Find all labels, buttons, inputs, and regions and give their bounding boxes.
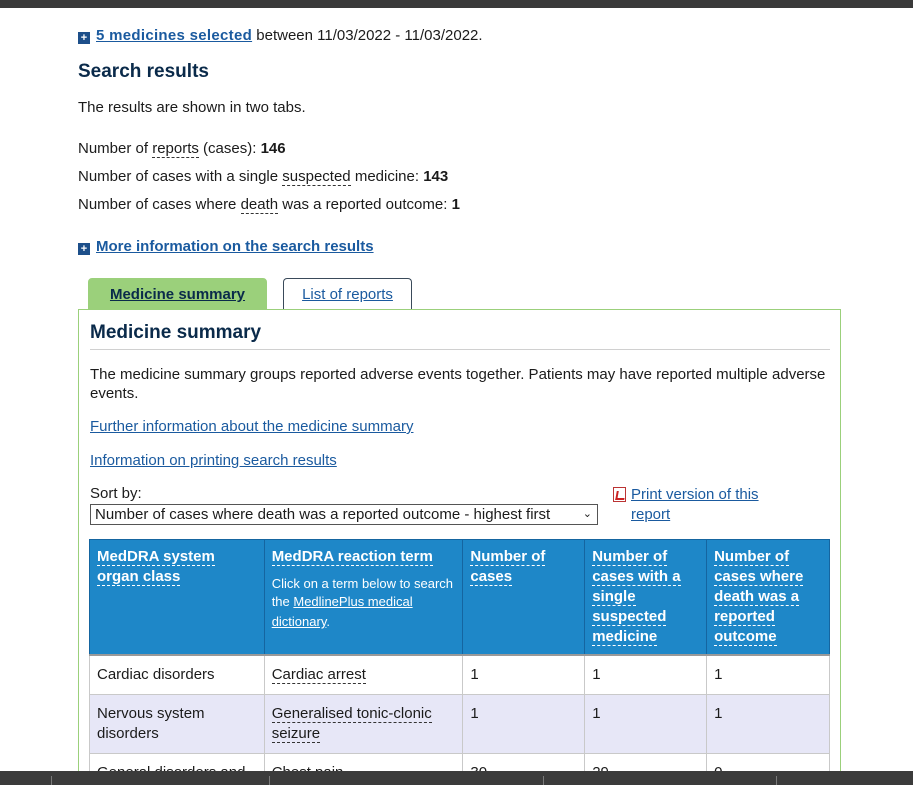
stat-single-suspected: Number of cases with a single suspected medicine: 143 [78, 168, 449, 185]
selected-medicines-line [78, 27, 483, 44]
sort-select-value: Number of cases where death was a reported outcome - highest first [95, 506, 551, 523]
tab-list-of-reports[interactable] [283, 278, 412, 309]
table-header-row [90, 540, 830, 656]
panel-title: Medicine summary [90, 322, 262, 343]
browser-bottom-bar [0, 771, 913, 785]
more-info-link[interactable]: More information on the search results [96, 238, 374, 255]
sort-organ-class-link[interactable]: MedDRA system organ class [97, 548, 215, 585]
medicine-summary-table [89, 539, 830, 785]
cases-cell: 1 [463, 655, 585, 695]
sort-single-suspected-link[interactable]: Number of cases with a single suspected medicine [592, 548, 681, 645]
reaction-term-cell [264, 695, 463, 754]
header-single-suspected [585, 540, 707, 656]
sort-label: Sort by: [90, 485, 142, 502]
reports-term[interactable]: reports [152, 140, 199, 157]
reaction-term-hint: Click on a term below to search the MedlinePlus medical dictionary. [271, 576, 454, 629]
scrollbar-divider [51, 776, 52, 785]
stat-reports: Number of reports (cases): 146 [78, 140, 286, 157]
reaction-term-link[interactable]: Generalised tonic-clonic seizure [271, 705, 432, 742]
further-information-link[interactable]: Further information about the medicine summary [90, 418, 414, 435]
suspected-term[interactable]: suspected [282, 168, 351, 185]
scrollbar-divider [776, 776, 777, 785]
expand-plus-icon[interactable]: + [78, 32, 90, 44]
death-term[interactable]: death [240, 196, 279, 213]
single-suspected-cell: 1 [585, 695, 707, 754]
scrollbar-divider [543, 776, 544, 785]
tab-medicine-summary-label[interactable]: Medicine summary [109, 286, 246, 303]
pdf-icon [613, 487, 626, 502]
stat-death: Number of cases where death was a reported outcome: 1 [78, 196, 460, 213]
organ-class-cell: Nervous system disorders [90, 695, 265, 754]
cases-cell: 1 [463, 695, 585, 754]
tab-list-of-reports-label[interactable]: List of reports [302, 286, 393, 303]
browser-top-bar [0, 0, 913, 8]
header-organ-class [90, 540, 265, 656]
date-range-text: between 11/03/2022 - 11/03/2022. [256, 27, 483, 44]
print-version-link[interactable]: Print version of this report [631, 486, 759, 523]
sort-select[interactable] [90, 504, 598, 525]
sort-reaction-term-link[interactable]: MedDRA reaction term [271, 548, 433, 565]
more-info-line [78, 238, 374, 255]
header-death-outcome [707, 540, 830, 656]
header-number-of-cases [463, 540, 585, 656]
divider [90, 349, 830, 350]
death-cell: 1 [707, 655, 830, 695]
reports-value: 146 [260, 140, 286, 157]
table-row [90, 695, 830, 754]
selected-medicines-link[interactable]: 5 medicines selected [96, 27, 253, 44]
expand-plus-icon[interactable]: + [78, 243, 90, 255]
print-version [631, 485, 791, 525]
tab-medicine-summary[interactable] [88, 278, 267, 309]
single-suspected-cell: 1 [585, 655, 707, 695]
organ-class-cell: Cardiac disorders [90, 655, 265, 695]
death-cell: 1 [707, 695, 830, 754]
tabs-note: The results are shown in two tabs. [78, 99, 306, 116]
panel-description: The medicine summary groups reported adverse events together. Patients may have reported multiple adverse events. [90, 366, 826, 402]
scrollbar-divider [269, 776, 270, 785]
reaction-term-cell [264, 655, 463, 695]
chevron-down-icon: ⌄ [582, 508, 592, 520]
medicine-summary-panel [78, 309, 841, 785]
table-row [90, 655, 830, 695]
page-title: Search results [78, 61, 209, 82]
printing-information-link[interactable]: Information on printing search results [90, 452, 337, 469]
death-value: 1 [451, 196, 460, 213]
sort-death-outcome-link[interactable]: Number of cases where death was a reported outcome [714, 548, 804, 645]
reaction-term-link[interactable]: Cardiac arrest [271, 666, 366, 683]
header-reaction-term [264, 540, 463, 656]
single-suspected-value: 143 [423, 168, 449, 185]
sort-number-of-cases-link[interactable]: Number of cases [470, 548, 546, 585]
medlineplus-link[interactable]: MedlinePlus medical dictionary [271, 594, 413, 629]
